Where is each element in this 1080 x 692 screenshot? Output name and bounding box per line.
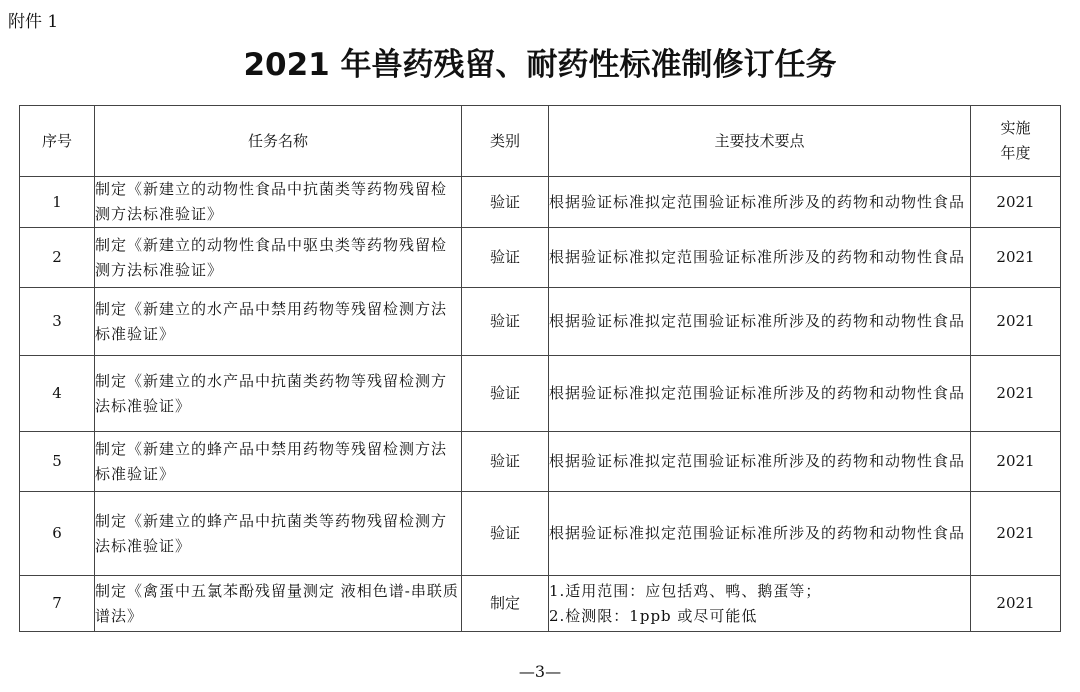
table-row — [20, 288, 1061, 356]
cell-no: 6 — [20, 492, 95, 576]
cell-year: 2021 — [971, 228, 1061, 288]
header-row — [20, 106, 1061, 177]
cell-year: 2021 — [971, 432, 1061, 492]
cell-key-points — [549, 492, 971, 576]
cell-key-points — [549, 432, 971, 492]
header-year — [971, 106, 1061, 177]
cell-category: 制定 — [462, 576, 549, 632]
attachment-label: 附件 1 — [8, 12, 59, 32]
cell-category: 验证 — [462, 492, 549, 576]
header-task-name: 任务名称 — [95, 106, 462, 177]
cell-task-name: 制定《新建立的动物性食品中驱虫类等药物残留检测方法标准验证》 — [95, 228, 462, 288]
document-title: 2021 年兽药残留、耐药性标准制修订任务 — [243, 47, 837, 83]
cell-year: 2021 — [971, 288, 1061, 356]
cell-key-points — [549, 288, 971, 356]
table-row — [20, 356, 1061, 432]
cell-no: 3 — [20, 288, 95, 356]
cell-year: 2021 — [971, 576, 1061, 632]
table-row — [20, 177, 1061, 228]
cell-task-name: 制定《新建立的水产品中禁用药物等残留检测方法标准验证》 — [95, 288, 462, 356]
table-row — [20, 228, 1061, 288]
key-point-line: 根据验证标准拟定范围验证标准所涉及的药物和动物性食品 — [549, 312, 966, 330]
cell-no: 1 — [20, 177, 95, 228]
cell-task-name: 制定《新建立的动物性食品中抗菌类等药物残留检测方法标准验证》 — [95, 177, 462, 228]
key-point-line: 1.适用范围：应包括鸡、鸭、鹅蛋等； — [549, 581, 822, 600]
cell-key-points — [549, 356, 971, 432]
tasks-table — [19, 105, 1061, 632]
page-number: —3— — [518, 662, 562, 681]
cell-task-name: 制定《新建立的蜂产品中抗菌类等药物残留检测方法标准验证》 — [95, 492, 462, 576]
header-year-line2: 年度 — [1000, 144, 1031, 162]
key-point-line: 根据验证标准拟定范围验证标准所涉及的药物和动物性食品 — [549, 452, 966, 470]
header-year-line1: 实施 — [1000, 119, 1031, 137]
cell-key-points — [549, 576, 971, 632]
key-point-line: 2.检测限：1ppb 或尽可能低 — [549, 606, 758, 625]
cell-category: 验证 — [462, 356, 549, 432]
cell-no: 2 — [20, 228, 95, 288]
table-row — [20, 492, 1061, 576]
header-key-points: 主要技术要点 — [549, 106, 971, 177]
table-header — [20, 106, 1061, 177]
key-point-line: 根据验证标准拟定范围验证标准所涉及的药物和动物性食品 — [549, 524, 966, 542]
key-point-line: 根据验证标准拟定范围验证标准所涉及的药物和动物性食品 — [549, 248, 966, 266]
cell-category: 验证 — [462, 288, 549, 356]
table-body — [20, 177, 1061, 632]
cell-no: 5 — [20, 432, 95, 492]
cell-task-name: 制定《新建立的水产品中抗菌类药物等残留检测方法标准验证》 — [95, 356, 462, 432]
key-point-line: 根据验证标准拟定范围验证标准所涉及的药物和动物性食品 — [549, 384, 966, 402]
header-category: 类别 — [462, 106, 549, 177]
cell-key-points — [549, 228, 971, 288]
cell-no: 4 — [20, 356, 95, 432]
table-row — [20, 576, 1061, 632]
cell-category: 验证 — [462, 177, 549, 228]
cell-no: 7 — [20, 576, 95, 632]
key-point-line: 根据验证标准拟定范围验证标准所涉及的药物和动物性食品 — [549, 192, 966, 211]
cell-task-name: 制定《新建立的蜂产品中禁用药物等残留检测方法标准验证》 — [95, 432, 462, 492]
cell-year: 2021 — [971, 492, 1061, 576]
table-row — [20, 432, 1061, 492]
cell-category: 验证 — [462, 228, 549, 288]
cell-key-points — [549, 177, 971, 228]
cell-year: 2021 — [971, 177, 1061, 228]
cell-year: 2021 — [971, 356, 1061, 432]
cell-task-name: 制定《禽蛋中五氯苯酚残留量测定 液相色谱-串联质谱法》 — [95, 576, 462, 632]
cell-category: 验证 — [462, 432, 549, 492]
header-no: 序号 — [20, 106, 95, 177]
